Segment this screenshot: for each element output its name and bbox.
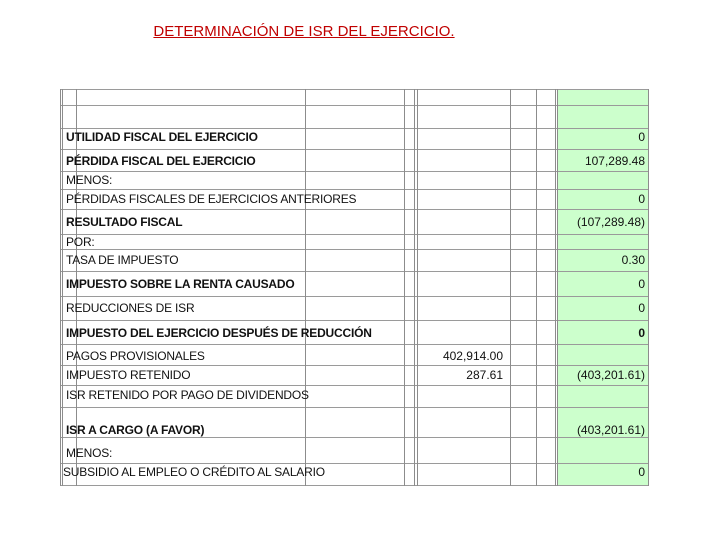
row-value: 0 [638, 465, 645, 479]
row-value: 0 [638, 301, 645, 315]
row-value: (403,201.61) [576, 368, 645, 382]
row-label: PÉRDIDAS FISCALES DE EJERCICIOS ANTERIORES [66, 192, 357, 206]
row-label: ISR A CARGO (A FAVOR) [66, 423, 205, 437]
row-value: 0 [638, 326, 645, 340]
row-label: IMPUESTO DEL EJERCICIO DESPUÉS DE REDUCCIÓN [66, 326, 372, 340]
row-label: IMPUESTO RETENIDO [66, 368, 191, 382]
row-value: 107,289.48 [584, 154, 645, 168]
row-label: MENOS: [66, 446, 113, 460]
row-label: PAGOS PROVISIONALES [66, 349, 205, 363]
row-value: 0 [638, 130, 645, 144]
row-label: PÉRDIDA FISCAL DEL EJERCICIO [66, 154, 256, 168]
row-label: TASA DE IMPUESTO [66, 253, 179, 267]
row-label: IMPUESTO SOBRE LA RENTA CAUSADO [66, 277, 295, 291]
row-label: REDUCCIONES DE ISR [66, 301, 195, 315]
row-value: 0 [638, 277, 645, 291]
row-value: (107,289.48) [576, 215, 645, 229]
mid-value: 402,914.00 [442, 349, 503, 363]
row-label: SUBSIDIO AL EMPLEO O CRÉDITO AL SALARIO [63, 465, 325, 479]
row-value: 0 [638, 192, 645, 206]
row-label: UTILIDAD FISCAL DEL EJERCICIO [66, 130, 258, 144]
page-title: DETERMINACIÓN DE ISR DEL EJERCICIO. [153, 23, 455, 40]
row-label: MENOS: [66, 173, 113, 187]
row-label: ISR RETENIDO POR PAGO DE DIVIDENDOS [66, 388, 309, 402]
row-value: (403,201.61) [576, 423, 645, 437]
row-value: 0.30 [621, 253, 645, 267]
mid-value: 287.61 [466, 368, 503, 382]
row-label: RESULTADO FISCAL [66, 215, 183, 229]
isr-spreadsheet [60, 89, 649, 486]
row-label: POR: [66, 235, 95, 249]
